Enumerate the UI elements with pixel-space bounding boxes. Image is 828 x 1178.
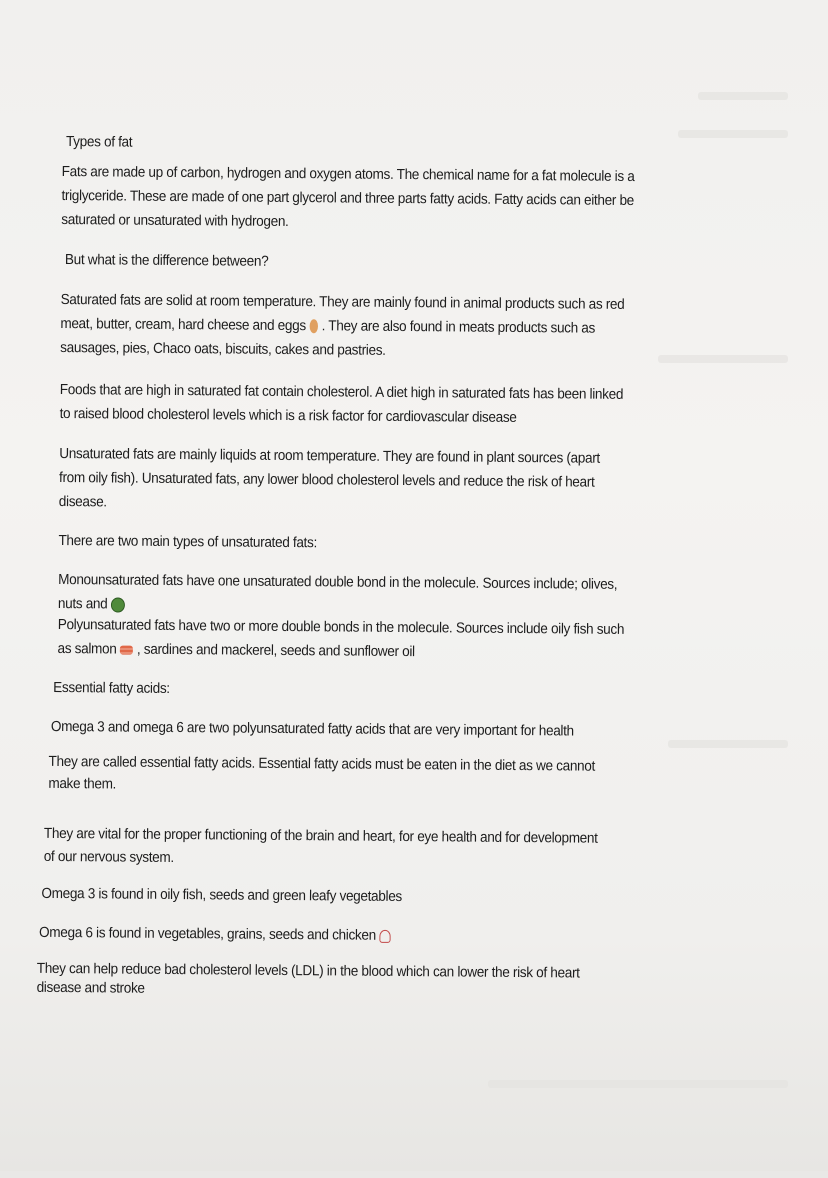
saturated-line: sausages, pies, Chaco oats, biscuits, cakes and pastries. <box>60 340 386 359</box>
saturated-line <box>60 316 595 337</box>
called-line: They are called essential fatty acids. Essential fatty acids must be eaten in the diet as we cannot <box>48 753 596 775</box>
saturated-text: . They are also found in meats products such as <box>321 318 596 337</box>
unsaturated-line: from oily fish). Unsaturated fats, any lower blood cholesterol levels and reduce the risk of heart <box>58 470 595 491</box>
heading-types-of-fat: Types of fat <box>65 134 133 151</box>
mono-line <box>58 596 129 613</box>
ldl-line: disease and stroke <box>36 979 145 997</box>
vital-line: They are vital for the proper functioning of the brain and heart, for eye health and for development <box>43 825 598 847</box>
chicken-icon <box>380 929 391 942</box>
omega3-line: Omega 3 is found in oily fish, seeds and green leafy vegetables <box>41 885 402 906</box>
intro-line: triglyceride. These are made of one part glycerol and three parts fatty acids. Fatty acids can either be <box>61 188 635 210</box>
saturated-text: meat, butter, cream, hard cheese and eggs <box>60 316 306 335</box>
poly-line: Polyunsaturated fats have two or more double bonds in the molecule. Sources include oily fish such <box>57 616 625 638</box>
poly-line <box>57 641 414 660</box>
saturated-line: Saturated fats are solid at room temperature. They are mainly found in animal products such as red <box>60 292 625 313</box>
poly-text: , sardines and mackerel, seeds and sunflower oil <box>136 641 415 661</box>
intro-line: saturated or unsaturated with hydrogen. <box>61 212 289 230</box>
omega6-line <box>39 925 395 944</box>
omega6-text: Omega 6 is found in vegetables, grains, seeds and chicken <box>39 924 376 944</box>
salmon-icon <box>120 645 133 654</box>
poly-text: as salmon <box>57 640 117 658</box>
ldl-line: They can help reduce bad cholesterol levels (LDL) in the blood which can lower the risk of heart <box>36 960 580 982</box>
vital-line: of our nervous system. <box>43 848 174 867</box>
essential-heading: Essential fatty acids: <box>53 679 170 697</box>
question: But what is the difference between? <box>64 252 269 270</box>
omega-intro: Omega 3 and omega 6 are two polyunsaturated fatty acids that are very important for health <box>50 718 574 740</box>
mono-text: nuts and <box>57 596 108 613</box>
mono-line: Monounsaturated fats have one unsaturated double bond in the molecule. Sources include; olives, <box>58 572 618 593</box>
cholesterol-line: Foods that are high in saturated fat contain cholesterol. A diet high in saturated fats has been linked <box>59 382 624 403</box>
egg-icon <box>309 319 317 333</box>
two-types: There are two main types of unsaturated fats: <box>58 533 318 552</box>
intro-line: Fats are made up of carbon, hydrogen and oxygen atoms. The chemical name for a fat molecule is a <box>61 164 635 186</box>
called-line: make them. <box>48 775 117 793</box>
cholesterol-line: to raised blood cholesterol levels which is a risk factor for cardiovascular disease <box>59 406 517 426</box>
avocado-icon <box>111 597 125 612</box>
unsaturated-line: disease. <box>58 494 107 511</box>
unsaturated-line: Unsaturated fats are mainly liquids at room temperature. They are found in plant sources (apart <box>59 446 600 467</box>
